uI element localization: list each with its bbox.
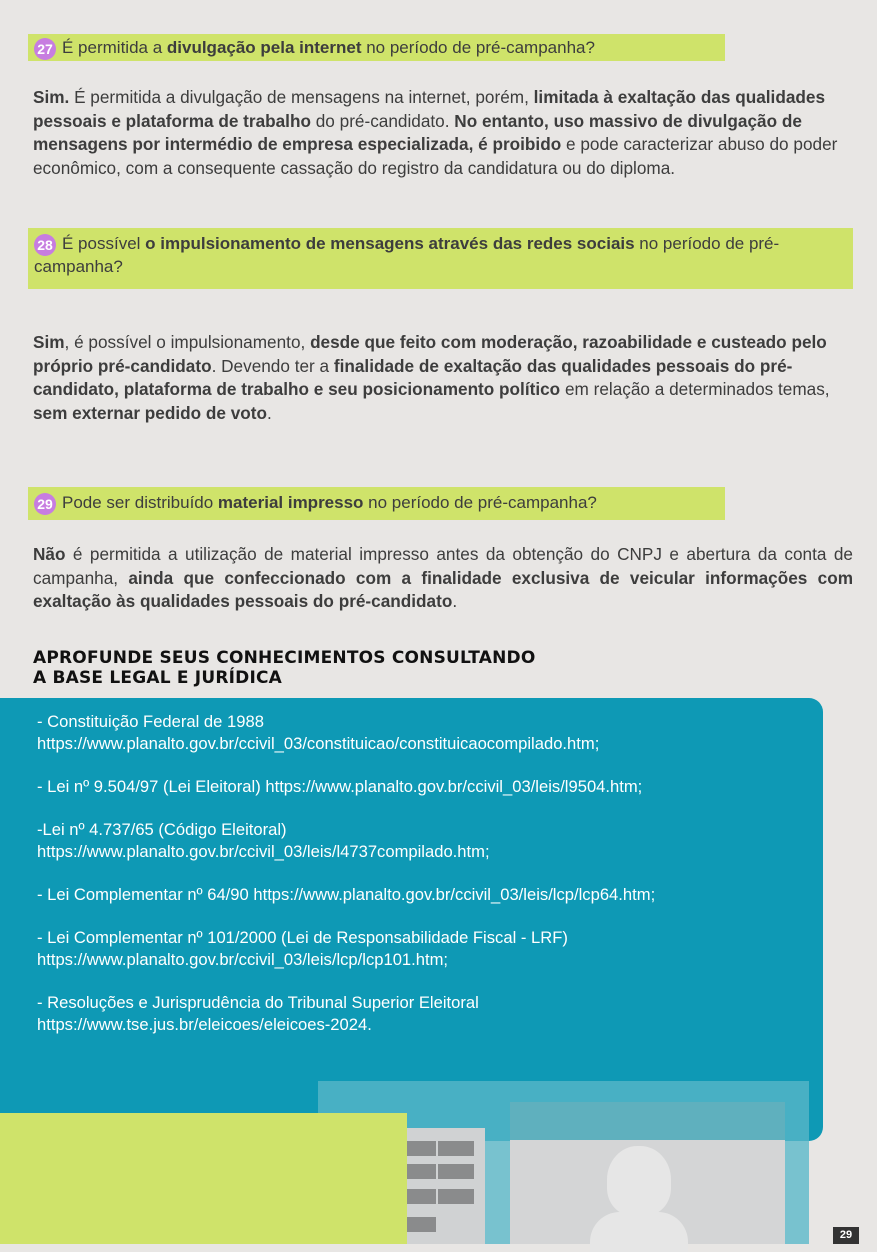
question-number-badge: 27: [34, 38, 56, 60]
page-number: 29: [833, 1227, 859, 1244]
reference-link[interactable]: https://www.planalto.gov.br/ccivil_03/constituicao/constituicaocompilado.htm;: [37, 734, 600, 753]
person-silhouette-body-icon: [590, 1212, 688, 1252]
reference-link[interactable]: https://www.planalto.gov.br/ccivil_03/leis/lcp/lcp101.htm;: [37, 950, 449, 969]
answer-27: Sim. É permitida a divulgação de mensagens na internet, porém, limitada à exaltação das qualidades pessoais e plataforma de trabalho do pré-candidato. No entanto, uso massivo de divulgação de mensagens por intermédio de empresa especializada, é proibido e pode caracterizar abuso do poder econômico, com a consequente cassação do registro da candidatura ou do diploma.: [33, 87, 838, 178]
grid-cell: [438, 1164, 474, 1179]
question-27-bar: 27 É permitida a divulgação pela internet no período de pré-campanha?: [28, 34, 725, 61]
grid-cell: [438, 1189, 474, 1204]
reference-item: - Resoluções e Jurisprudência do Tribunal Superior Eleitoral https://www.tse.jus.br/eleicoes/eleicoes-2024.: [37, 992, 655, 1036]
question-28-bar: 28 É possível o impulsionamento de mensagens através das redes sociais no período de pré-campanha?: [28, 228, 853, 289]
reference-item: [37, 776, 655, 798]
reference-item: - Lei Complementar nº 101/2000 (Lei de Responsabilidade Fiscal - LRF) https://www.planalto.gov.br/ccivil_03/leis/lcp/lcp101.htm;: [37, 927, 655, 971]
references-list: [37, 711, 655, 1057]
reference-item: - Constituição Federal de 1988 https://www.planalto.gov.br/ccivil_03/constituicao/constituicaocompilado.htm;: [37, 711, 655, 755]
answer-29: Não é permitida a utilização de material impresso antes da obtenção do CNPJ e abertura da conta de campanha, ainda que confeccionado com a finalidade exclusiva de veicular informações com exaltação às qualidades pessoais do pré-candidato.: [33, 544, 853, 611]
section-heading: APROFUNDE SEUS CONHECIMENTOS CONSULTANDO A BASE LEGAL E JURÍDICA: [33, 648, 536, 688]
reference-link[interactable]: - Lei nº 9.504/97 (Lei Eleitoral) https://www.planalto.gov.br/ccivil_03/leis/l9504.htm;: [37, 777, 643, 796]
decorative-green-block: [0, 1113, 407, 1244]
person-silhouette-head-icon: [607, 1146, 671, 1216]
reference-item: -Lei nº 4.737/65 (Código Eleitoral) https://www.planalto.gov.br/ccivil_03/leis/l4737compilado.htm;: [37, 819, 655, 863]
reference-item: [37, 884, 655, 906]
reference-link[interactable]: - Lei Complementar nº 64/90 https://www.planalto.gov.br/ccivil_03/leis/lcp/lcp64.htm;: [37, 885, 656, 904]
grid-cell: [438, 1141, 474, 1156]
reference-link[interactable]: https://www.planalto.gov.br/ccivil_03/leis/l4737compilado.htm;: [37, 842, 490, 861]
question-29-bar: 29 Pode ser distribuído material impresso no período de pré-campanha?: [28, 487, 725, 520]
answer-28: Sim, é possível o impulsionamento, desde que feito com moderação, razoabilidade e custeado pelo próprio pré-candidato. Devendo ter a finalidade de exaltação das qualidades pessoais do pré-candidato, plataforma de trabalho e seu posicionamento político em relação a determinados temas, sem externar pedido de voto.: [33, 332, 830, 423]
question-number-badge: 29: [34, 493, 56, 515]
question-number-badge: 28: [34, 234, 56, 256]
reference-link[interactable]: https://www.tse.jus.br/eleicoes/eleicoes-2024.: [37, 1015, 372, 1034]
